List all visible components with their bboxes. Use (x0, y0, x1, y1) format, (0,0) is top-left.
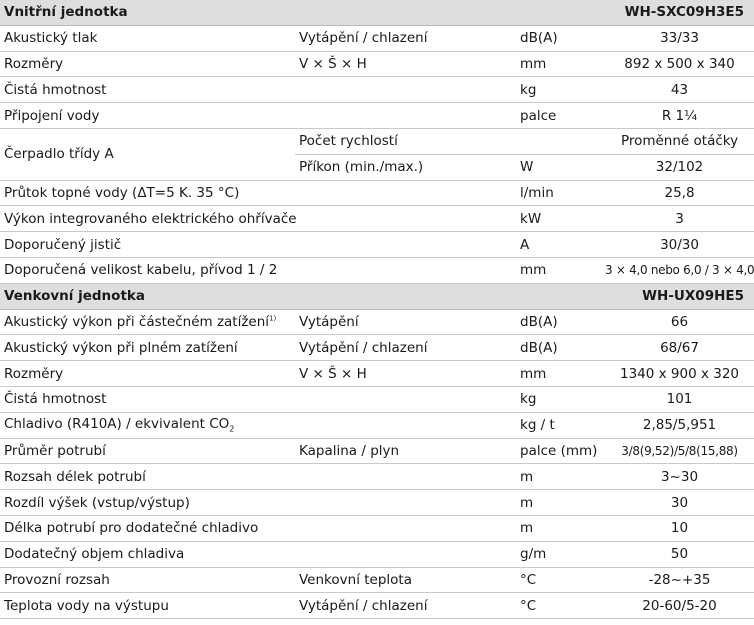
footnote-marker: 1) (269, 314, 277, 323)
row-unit: palce (mm) (516, 438, 605, 464)
row-condition (295, 232, 516, 258)
row-unit: m (516, 464, 605, 490)
row-condition: Vytápění / chlazení (295, 25, 516, 51)
table-row (0, 232, 754, 258)
row-label-text: Chladivo (R410A) / ekvivalent CO (4, 416, 230, 433)
table-row (0, 206, 754, 232)
row-value: 66 (605, 309, 754, 335)
row-condition (295, 490, 516, 516)
table-row (0, 541, 754, 567)
row-condition (295, 103, 516, 129)
row-unit: g/m (516, 541, 605, 567)
row-label-text: Akustický výkon při částečném zatížení (4, 313, 270, 330)
row-value: 101 (605, 386, 754, 412)
row-value: 3~30 (605, 464, 754, 490)
row-unit: m (516, 515, 605, 541)
row-condition (295, 464, 516, 490)
row-unit: dB(A) (516, 335, 605, 361)
model-number: WH-SXC09H3E5 (605, 0, 754, 25)
row-unit: dB(A) (516, 25, 605, 51)
row-value: 30 (605, 490, 754, 516)
table-row (0, 77, 754, 103)
row-value: 30/30 (605, 232, 754, 258)
row-label: Rozsah délek potrubí (0, 464, 295, 490)
table-row (0, 309, 754, 335)
row-condition: V × Š × H (295, 361, 516, 387)
row-value: 25,8 (605, 180, 754, 206)
row-unit: kW (516, 206, 605, 232)
row-unit: mm (516, 361, 605, 387)
row-label: Akustický výkon při plném zatížení (0, 335, 295, 361)
row-value: 892 x 500 x 340 (605, 51, 754, 77)
row-label: Průměr potrubí (0, 438, 295, 464)
row-value: 3/8(9,52)/5/8(15,88) (605, 438, 754, 464)
table-row (0, 386, 754, 412)
row-unit: A (516, 232, 605, 258)
table-row (0, 593, 754, 619)
row-value: R 1¼ (605, 103, 754, 129)
row-label: Čerpadlo třídy A (0, 128, 295, 180)
row-unit: mm (516, 51, 605, 77)
row-value: 43 (605, 77, 754, 103)
row-label: Teplota vody na výstupu (0, 593, 295, 619)
indoor-section-header (0, 0, 754, 25)
row-label: Průtok topné vody (ΔT=5 K. 35 °C) (0, 180, 295, 206)
row-label: Výkon integrovaného elektrického ohřívače (0, 206, 516, 232)
table-row (0, 464, 754, 490)
table-row (0, 361, 754, 387)
row-label: Rozměry (0, 51, 295, 77)
row-value: -28~+35 (605, 567, 754, 593)
table-row (0, 128, 754, 154)
row-label: Připojení vody (0, 103, 295, 129)
row-label: Doporučená velikost kabelu, přívod 1 / 2 (0, 257, 516, 283)
row-unit: °C (516, 593, 605, 619)
row-value: 3 × 4,0 nebo 6,0 / 3 × 4,0 (605, 257, 754, 283)
row-condition (295, 386, 516, 412)
row-unit: mm (516, 257, 605, 283)
row-condition (295, 412, 516, 438)
row-unit: kg (516, 77, 605, 103)
table-row (0, 51, 754, 77)
table-row (0, 25, 754, 51)
row-value: 68/67 (605, 335, 754, 361)
row-label: Provozní rozsah (0, 567, 295, 593)
row-unit: palce (516, 103, 605, 129)
section-title: Venkovní jednotka (0, 283, 605, 309)
row-value: 2,85/5,951 (605, 412, 754, 438)
row-condition (295, 77, 516, 103)
row-label (0, 309, 295, 335)
table-row (0, 335, 754, 361)
row-label: Rozdíl výšek (vstup/výstup) (0, 490, 295, 516)
row-label: Délka potrubí pro dodatečné chladivo (0, 515, 516, 541)
row-unit: kg / t (516, 412, 605, 438)
row-label: Rozměry (0, 361, 295, 387)
row-value: Proměnné otáčky (605, 128, 754, 154)
row-label: Doporučený jistič (0, 232, 295, 258)
row-condition: Počet rychlostí (295, 128, 516, 154)
table-row (0, 567, 754, 593)
row-condition: Vytápění (295, 309, 516, 335)
row-label: Čistá hmotnost (0, 386, 295, 412)
row-condition (295, 541, 516, 567)
row-value: 1340 x 900 x 320 (605, 361, 754, 387)
row-value: 10 (605, 515, 754, 541)
row-value: 33/33 (605, 25, 754, 51)
row-unit: l/min (516, 180, 605, 206)
row-condition: Venkovní teplota (295, 567, 516, 593)
row-label: Čistá hmotnost (0, 77, 295, 103)
table-row (0, 180, 754, 206)
row-value: 50 (605, 541, 754, 567)
table-row (0, 438, 754, 464)
row-unit: kg (516, 386, 605, 412)
table-row (0, 515, 754, 541)
row-label (0, 412, 295, 438)
table-row (0, 103, 754, 129)
table-row (0, 257, 754, 283)
row-unit: m (516, 490, 605, 516)
row-value: 3 (605, 206, 754, 232)
row-condition: Vytápění / chlazení (295, 335, 516, 361)
row-value: 32/102 (605, 154, 754, 180)
row-condition: Kapalina / plyn (295, 438, 516, 464)
section-title: Vnitřní jednotka (0, 0, 605, 25)
row-unit: °C (516, 567, 605, 593)
row-label: Akustický tlak (0, 25, 295, 51)
table-row (0, 490, 754, 516)
row-unit: W (516, 154, 605, 180)
table-row (0, 412, 754, 438)
row-condition (295, 180, 516, 206)
row-unit (516, 128, 605, 154)
subscript: 2 (229, 424, 235, 434)
row-value: 20-60/5-20 (605, 593, 754, 619)
model-number: WH-UX09HE5 (605, 283, 754, 309)
row-condition: Příkon (min./max.) (295, 154, 516, 180)
row-label: Dodatečný objem chladiva (0, 541, 295, 567)
row-condition: V × Š × H (295, 51, 516, 77)
outdoor-section-header (0, 283, 754, 309)
row-unit: dB(A) (516, 309, 605, 335)
row-condition: Vytápění / chlazení (295, 593, 516, 619)
